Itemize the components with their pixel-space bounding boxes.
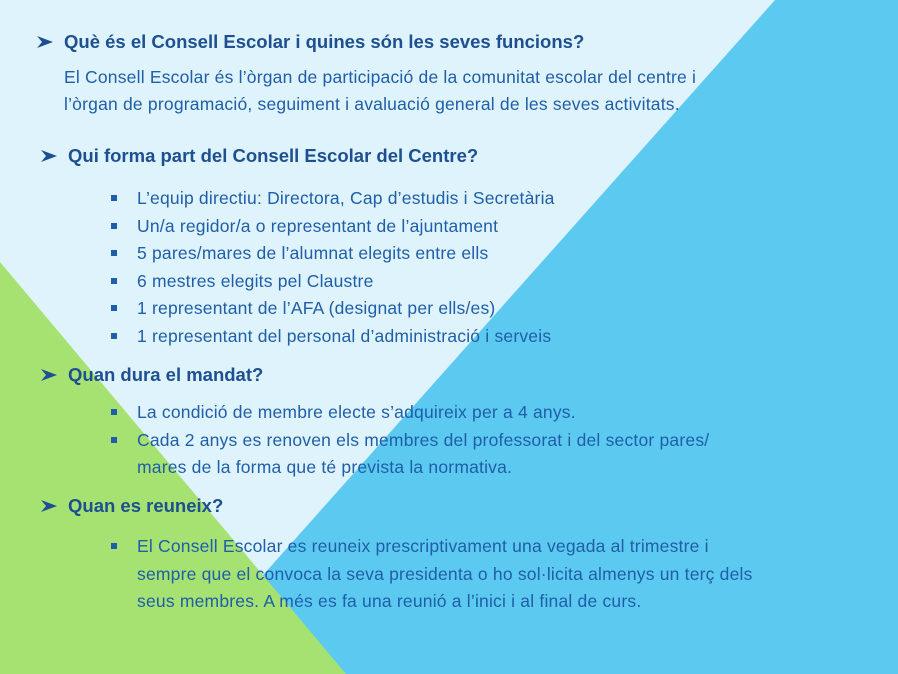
section-heading-mandate <box>40 364 263 386</box>
list-item-line: mares de la forma que té prevista la normativa. <box>137 457 513 477</box>
list-item-line: sempre que el convoca la seva presidenta o ho sol·licita almenys un terç dels <box>137 563 753 584</box>
paragraph-line: l’òrgan de programació, seguiment i avaluació general de les seves activitats. <box>64 94 680 114</box>
list-item-text: 6 mestres elegits pel Claustre <box>137 270 374 291</box>
section-heading-meetings <box>40 495 223 517</box>
list-item <box>110 240 555 268</box>
list-item <box>110 213 555 241</box>
paragraph-line: El Consell Escolar és l’òrgan de participació de la comunitat escolar del centre i <box>64 67 697 87</box>
list-item-line: Cada 2 anys es renoven els membres del professorat i del sector pares/ <box>137 429 710 450</box>
list-item-text: 5 pares/mares de l’alumnat elegits entre ells <box>137 243 489 263</box>
heading-text: Quan dura el mandat? <box>68 364 264 385</box>
list-item-text: La condició de membre electe s’adquireix per a 4 anys. <box>137 402 576 422</box>
list-item <box>110 399 709 427</box>
section-heading-members <box>40 145 478 167</box>
list-item-line: El Consell Escolar es reuneix prescriptivament una vegada al trimestre i <box>137 536 709 556</box>
list-item-text: Un/a regidor/a o representant de l’ajuntament <box>137 215 499 236</box>
arrow-bullet-icon <box>40 368 58 382</box>
heading-text: Qui forma part del Consell Escolar del Centre? <box>68 145 479 166</box>
members-list <box>110 185 555 350</box>
list-item <box>110 427 709 482</box>
list-item <box>110 323 555 351</box>
list-item-text: 1 representant del personal d’administració i serveis <box>137 325 552 346</box>
meetings-list <box>110 533 753 616</box>
list-item <box>110 295 555 323</box>
list-item-text: 1 representant de l’AFA (designat per ells/es) <box>137 298 496 318</box>
mandate-list <box>110 399 709 482</box>
heading-text: Quan es reuneix? <box>68 495 224 516</box>
arrow-bullet-icon <box>40 499 58 513</box>
arrow-bullet-icon <box>40 149 58 163</box>
list-item <box>110 185 555 213</box>
definition-paragraph <box>64 64 696 118</box>
list-item-line: seus membres. A més es fa una reunió a l’inici i al final de curs. <box>137 591 642 611</box>
list-item <box>110 268 555 296</box>
list-item-text: L’equip directiu: Directora, Cap d’estudis i Secretària <box>137 188 555 208</box>
arrow-bullet-icon <box>36 35 54 49</box>
section-heading-what <box>36 31 584 53</box>
list-item <box>110 533 753 616</box>
heading-text: Què és el Consell Escolar i quines són les seves funcions? <box>64 31 585 52</box>
